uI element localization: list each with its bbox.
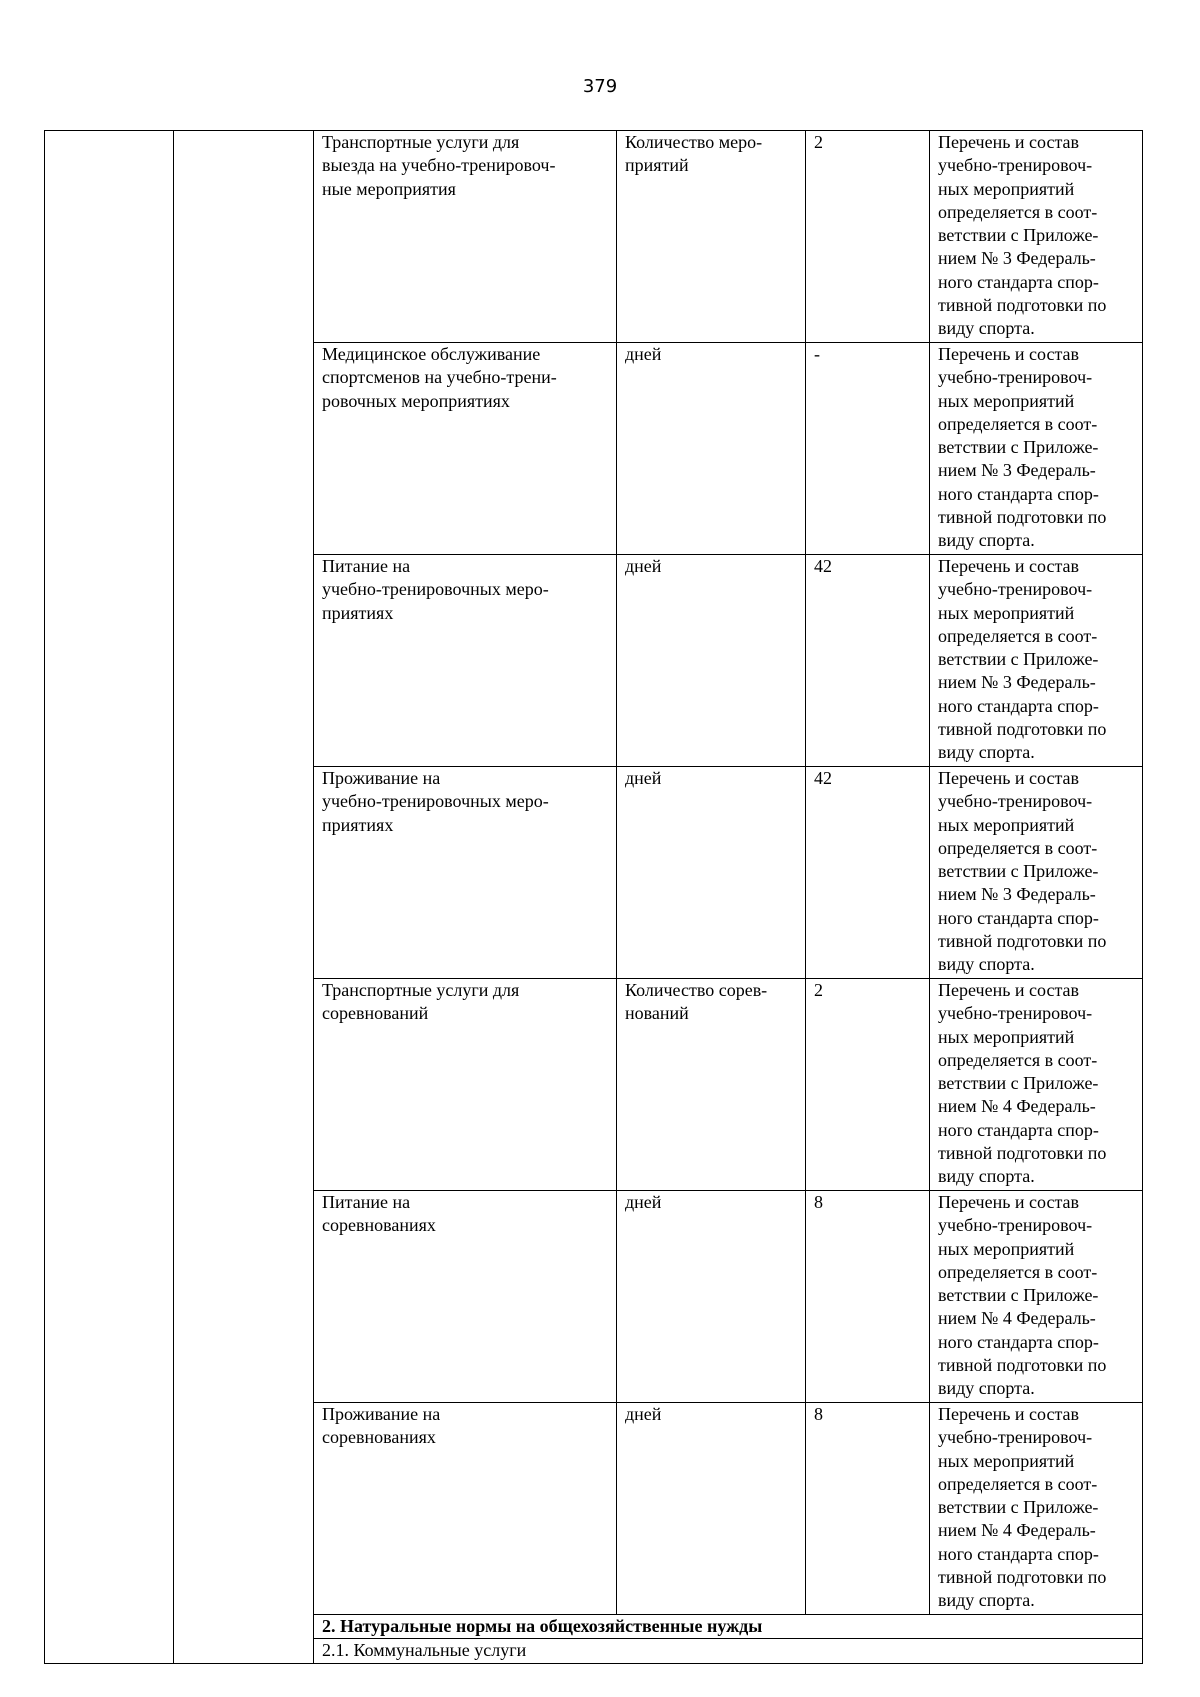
cell-line: ных мероприятий — [938, 178, 1075, 199]
cell-line: ветствии с Приложе- — [938, 1073, 1099, 1094]
unit-cell — [617, 767, 806, 979]
service-cell — [314, 1191, 617, 1403]
value-cell: 2 — [806, 131, 930, 343]
cell-line: нием № 4 Федераль- — [938, 1096, 1096, 1117]
cell-line: Перечень и состав — [938, 556, 1080, 576]
norms-table-body — [45, 131, 1143, 1664]
unit-cell — [617, 1403, 806, 1615]
cell-line: дней — [625, 1192, 662, 1212]
cell-line: виду спорта. — [938, 1378, 1035, 1399]
cell-line: определяется в соот- — [938, 413, 1098, 434]
cell-line: определяется в соот- — [938, 625, 1098, 646]
empty-column-1 — [45, 131, 174, 1664]
cell-line: нием № 3 Федераль- — [938, 248, 1096, 269]
cell-line: учебно-тренировочных меро- — [322, 791, 549, 812]
cell-line: Питание на — [322, 556, 411, 576]
cell-line: Питание на — [322, 1192, 411, 1212]
subsection-heading: 2.1. Коммунальные услуги — [314, 1639, 1143, 1663]
cell-line: учебно-тренировоч- — [938, 791, 1093, 812]
cell-line: Транспортные услуги для — [322, 132, 520, 152]
cell-line: Количество меро- — [625, 132, 763, 152]
unit-cell — [617, 343, 806, 555]
value-cell: 42 — [806, 555, 930, 767]
cell-line: ных мероприятий — [938, 1026, 1075, 1047]
cell-line: Перечень и состав — [938, 344, 1080, 364]
cell-line: ветствии с Приложе- — [938, 649, 1099, 670]
cell-line: определяется в соот- — [938, 837, 1098, 858]
service-cell — [314, 767, 617, 979]
cell-line: ветствии с Приложе- — [938, 1285, 1099, 1306]
cell-line: виду спорта. — [938, 954, 1035, 975]
cell-line: ровочных мероприятиях — [322, 390, 510, 411]
cell-line: ного стандарта спор- — [938, 1543, 1099, 1564]
cell-line: выезда на учебно-тренировоч- — [322, 155, 556, 176]
cell-line: Медицинское обслуживание — [322, 344, 541, 364]
cell-line: ные мероприятия — [322, 178, 456, 199]
unit-cell — [617, 555, 806, 767]
unit-cell — [617, 979, 806, 1191]
cell-line: Перечень и состав — [938, 132, 1080, 152]
cell-line: виду спорта. — [938, 742, 1035, 763]
cell-line: Перечень и состав — [938, 980, 1080, 1000]
cell-line: ных мероприятий — [938, 602, 1075, 623]
note-cell — [930, 131, 1143, 343]
value-cell: 8 — [806, 1403, 930, 1615]
cell-line: тивной подготовки по — [938, 295, 1107, 316]
cell-line: спортсменов на учебно-трени- — [322, 367, 557, 388]
section-heading: 2. Натуральные нормы на общехозяйственные нужды — [314, 1615, 1143, 1639]
value-cell: 2 — [806, 979, 930, 1191]
cell-line: определяется в соот- — [938, 1261, 1098, 1282]
cell-line: Количество сорев- — [625, 980, 768, 1000]
cell-line: нием № 3 Федераль- — [938, 884, 1096, 905]
cell-line: нием № 3 Федераль- — [938, 460, 1096, 481]
value-cell: - — [806, 343, 930, 555]
cell-line: приятиях — [322, 814, 394, 835]
service-cell — [314, 131, 617, 343]
cell-line: ного стандарта спор- — [938, 483, 1099, 504]
cell-line: нием № 3 Федераль- — [938, 672, 1096, 693]
note-cell — [930, 767, 1143, 979]
cell-line: виду спорта. — [938, 318, 1035, 339]
cell-line: соревнованиях — [322, 1215, 436, 1236]
note-cell — [930, 555, 1143, 767]
cell-line: определяется в соот- — [938, 1049, 1098, 1070]
note-cell — [930, 1191, 1143, 1403]
cell-line: нием № 4 Федераль- — [938, 1520, 1096, 1541]
service-cell — [314, 979, 617, 1191]
cell-line: Транспортные услуги для — [322, 980, 520, 1000]
cell-line: определяется в соот- — [938, 201, 1098, 222]
note-cell — [930, 343, 1143, 555]
cell-line: дней — [625, 344, 662, 364]
cell-line: приятиях — [322, 602, 394, 623]
cell-line: учебно-тренировоч- — [938, 1215, 1093, 1236]
cell-line: ного стандарта спор- — [938, 1331, 1099, 1352]
note-cell — [930, 979, 1143, 1191]
cell-line: виду спорта. — [938, 530, 1035, 551]
note-cell — [930, 1403, 1143, 1615]
cell-line: тивной подготовки по — [938, 1355, 1107, 1376]
cell-line: тивной подготовки по — [938, 507, 1107, 528]
value-cell: 8 — [806, 1191, 930, 1403]
cell-line: учебно-тренировоч- — [938, 155, 1093, 176]
cell-line: учебно-тренировоч- — [938, 1427, 1093, 1448]
cell-line: учебно-тренировоч- — [938, 367, 1093, 388]
cell-line: ного стандарта спор- — [938, 907, 1099, 928]
cell-line: ного стандарта спор- — [938, 271, 1099, 292]
cell-line: соревнований — [322, 1003, 429, 1024]
cell-line: учебно-тренировоч- — [938, 1003, 1093, 1024]
cell-line: ных мероприятий — [938, 1450, 1075, 1471]
cell-line: ных мероприятий — [938, 814, 1075, 835]
empty-column-2 — [174, 131, 314, 1664]
cell-line: тивной подготовки по — [938, 719, 1107, 740]
cell-line: ных мероприятий — [938, 390, 1075, 411]
unit-cell — [617, 131, 806, 343]
cell-line: приятий — [625, 155, 689, 176]
service-cell — [314, 343, 617, 555]
service-cell — [314, 555, 617, 767]
cell-line: Перечень и состав — [938, 1192, 1080, 1212]
cell-line: Проживание на — [322, 1404, 441, 1424]
unit-cell — [617, 1191, 806, 1403]
cell-line: нием № 4 Федераль- — [938, 1308, 1096, 1329]
cell-line: дней — [625, 556, 662, 576]
cell-line: ветствии с Приложе- — [938, 437, 1099, 458]
cell-line: учебно-тренировоч- — [938, 579, 1093, 600]
value-cell: 42 — [806, 767, 930, 979]
cell-line: Перечень и состав — [938, 1404, 1080, 1424]
table-row — [45, 131, 1143, 343]
cell-line: виду спорта. — [938, 1590, 1035, 1611]
cell-line: соревнованиях — [322, 1427, 436, 1448]
norms-table — [44, 130, 1143, 1664]
cell-line: ных мероприятий — [938, 1238, 1075, 1259]
cell-line: ветствии с Приложе- — [938, 1497, 1099, 1518]
cell-line: Проживание на — [322, 768, 441, 788]
service-cell — [314, 1403, 617, 1615]
page-number: 379 — [582, 76, 618, 97]
cell-line: виду спорта. — [938, 1166, 1035, 1187]
cell-line: учебно-тренировочных меро- — [322, 579, 549, 600]
cell-line: дней — [625, 1404, 662, 1424]
cell-line: нований — [625, 1003, 689, 1024]
cell-line: дней — [625, 768, 662, 788]
cell-line: ного стандарта спор- — [938, 1119, 1099, 1140]
cell-line: определяется в соот- — [938, 1473, 1098, 1494]
cell-line: ного стандарта спор- — [938, 695, 1099, 716]
cell-line: тивной подготовки по — [938, 1567, 1107, 1588]
cell-line: ветствии с Приложе- — [938, 861, 1099, 882]
cell-line: Перечень и состав — [938, 768, 1080, 788]
cell-line: ветствии с Приложе- — [938, 225, 1099, 246]
cell-line: тивной подготовки по — [938, 1143, 1107, 1164]
cell-line: тивной подготовки по — [938, 931, 1107, 952]
